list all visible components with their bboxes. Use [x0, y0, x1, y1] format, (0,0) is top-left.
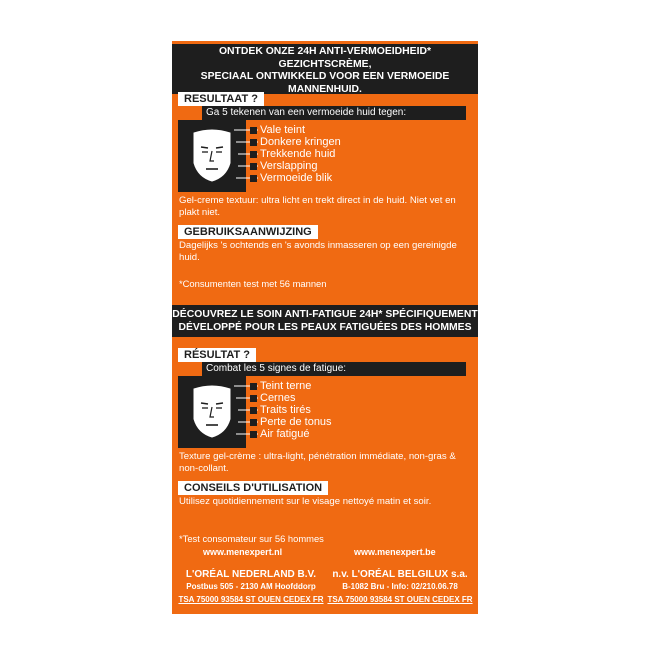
nl-sign-4: Verslapping	[260, 160, 318, 172]
fr-header	[172, 305, 478, 337]
fr-sign-4: Perte de tonus	[260, 416, 332, 428]
product-label-panel	[172, 41, 478, 614]
nl-usage-text: Dagelijks 's ochtends en 's avonds inmasseren op een gereinigde huid.	[179, 240, 457, 263]
fr-sign-bullet	[250, 383, 257, 390]
nl-header-line-2: SPECIAAL ONTWIKKELD VOOR EEN VERMOEIDE	[200, 71, 450, 82]
nl-sign-bullet	[250, 139, 257, 146]
fr-usage-label: CONSEILS D'UTILISATION	[178, 481, 328, 495]
web-link-be: www.menexpert.be	[354, 547, 436, 557]
fr-result-bar: Combat les 5 signes de fatigue:	[202, 362, 466, 376]
fr-sign-3: Traits tirés	[260, 404, 311, 416]
fr-header-line-1: DÉCOUVREZ LE SOIN ANTI-FATIGUE 24H* SPÉCIFIQUEMENT	[172, 309, 478, 320]
address-be-line-1: B-1082 Bru - Info: 02/210.06.78	[342, 582, 458, 591]
nl-sign-bullet	[250, 163, 257, 170]
nl-header-line-1: ONTDEK ONZE 24H ANTI-VERMOEIDHEID* GEZICHTSCRÈME,	[218, 46, 432, 70]
fr-sign-bullet	[250, 431, 257, 438]
fr-sign-bullet	[250, 407, 257, 414]
nl-sign-2: Donkere kringen	[260, 136, 341, 148]
fr-sign-1: Teint terne	[260, 380, 312, 392]
nl-sign-bullet	[250, 151, 257, 158]
address-nl-line-1: Postbus 505 - 2130 AM Hoofddorp	[186, 582, 316, 591]
fr-usage-text: Utilisez quotidiennement sur le visage nettoyé matin et soir.	[179, 496, 432, 507]
face-icon	[186, 383, 238, 441]
fr-footnote: *Test consomateur sur 56 hommes	[179, 533, 324, 544]
nl-usage-label: GEBRUIKSAANWIJZING	[178, 225, 318, 239]
address-be-line-2: TSA 75000 93584 ST OUEN CEDEX FR	[327, 594, 473, 604]
face-icon	[186, 127, 238, 185]
fr-sign-2: Cernes	[260, 392, 296, 404]
nl-sign-bullet	[250, 127, 257, 134]
address-nl-company: L'ORÉAL NEDERLAND B.V.	[185, 569, 317, 580]
fr-header-line-2: DÉVELOPPÉ POUR LES PEAUX FATIGUÉES DES HOMMES	[178, 321, 472, 333]
web-link-nl: www.menexpert.nl	[203, 547, 283, 557]
address-nl-line-2: TSA 75000 93584 ST OUEN CEDEX FR	[178, 594, 324, 604]
nl-result-label: RESULTAAT ?	[178, 92, 264, 106]
nl-texture-text: Gel-creme textuur: ultra licht en trekt direct in de huid. Niet vet en plakt niet.	[179, 195, 456, 218]
nl-header-line-3: MANNENHUID.	[288, 83, 362, 95]
nl-sign-lines	[232, 122, 262, 194]
nl-sign-1: Vale teint	[260, 124, 306, 136]
nl-sign-5: Vermoeide blik	[260, 172, 333, 184]
nl-result-bar: Ga 5 tekenen van een vermoeide huid tegen:	[202, 106, 466, 120]
nl-sign-3: Trekkende huid	[260, 148, 336, 160]
fr-sign-bullet	[250, 395, 257, 402]
fr-sign-5: Air fatigué	[260, 428, 310, 440]
fr-texture-text: Texture gel-crème : ultra-light, pénétration immédiate, non-gras & non-collant.	[179, 451, 456, 474]
address-nl	[176, 568, 326, 606]
address-be	[324, 568, 476, 606]
nl-header	[172, 44, 478, 94]
fr-sign-lines	[232, 378, 262, 450]
fr-result-label: RÉSULTAT ?	[178, 348, 256, 362]
address-be-company: n.v. L'ORÉAL BELGILUX s.a.	[332, 569, 468, 580]
nl-sign-bullet	[250, 175, 257, 182]
fr-sign-bullet	[250, 419, 257, 426]
nl-footnote: *Consumenten test met 56 mannen	[179, 278, 327, 289]
